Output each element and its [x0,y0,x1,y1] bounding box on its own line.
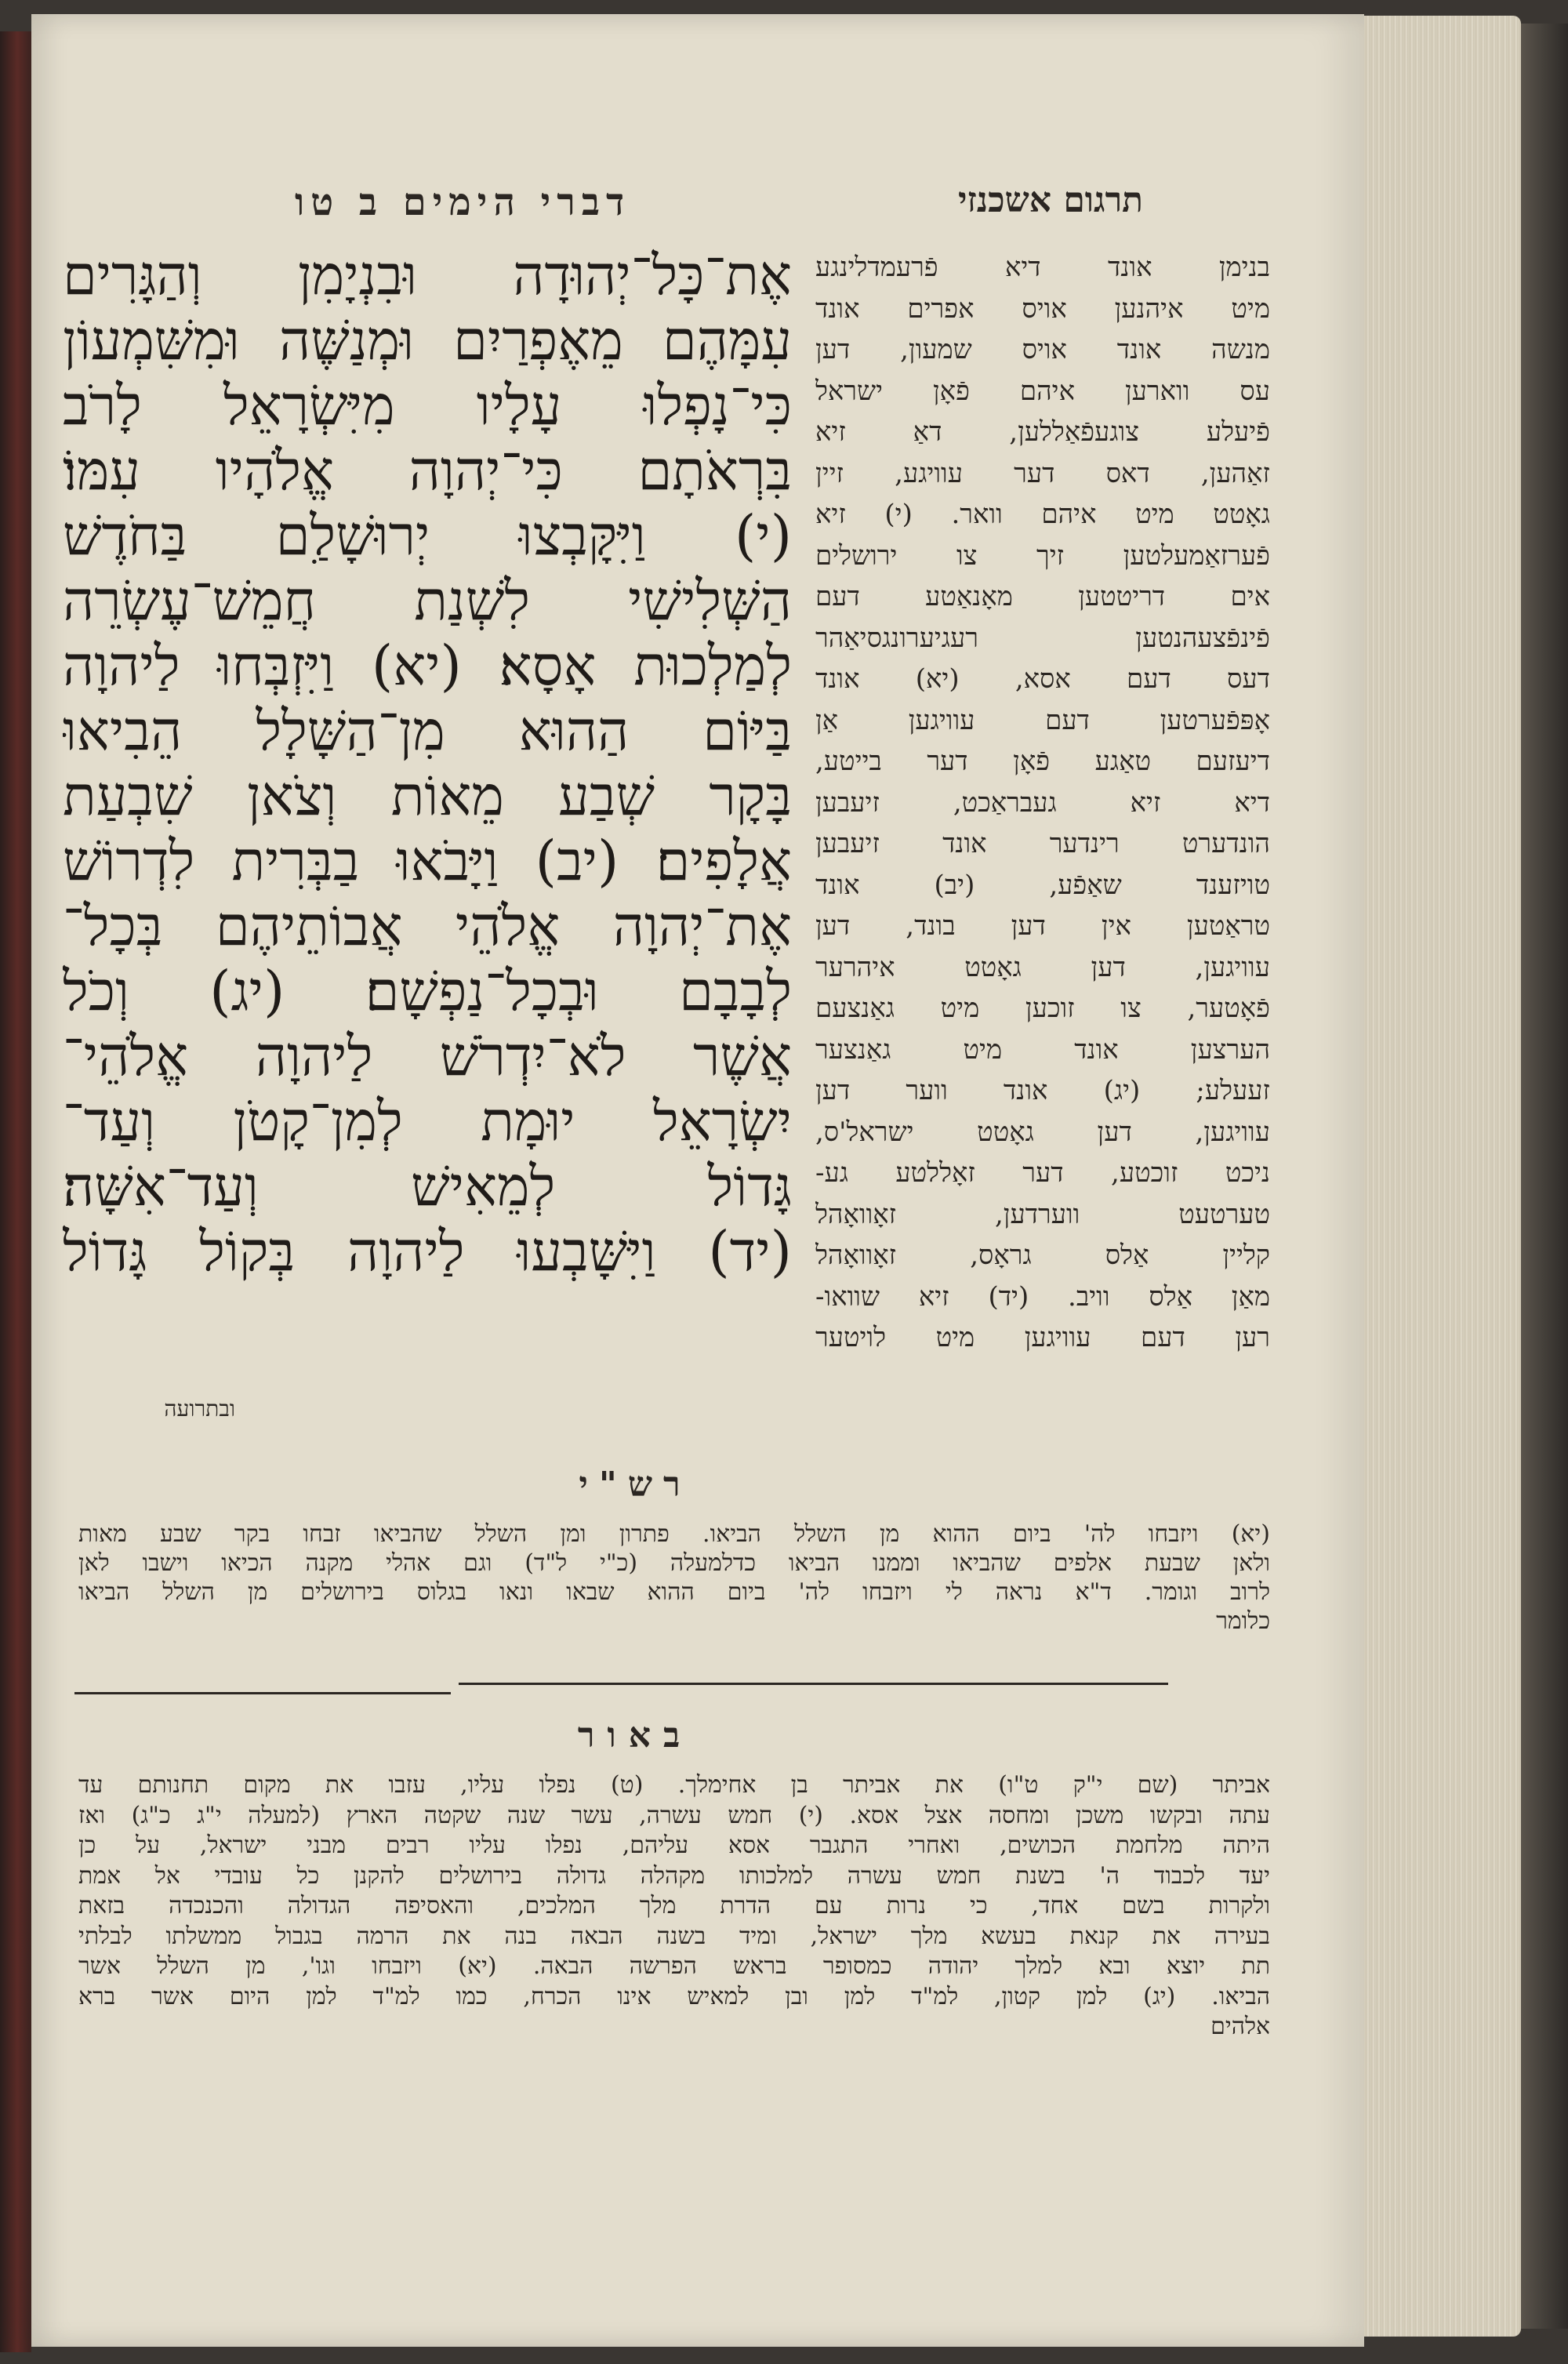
translation-line: בנימן אונד דיא פֿרעמדלינגע [815,252,1270,283]
translation-line: רען דעם עוויגען מיט לויטער [815,1322,1270,1353]
rashi-line: לרוב וגומר. ד"א נראה לי ויזבחו לה' ביום ההוא שבאו ונאו בגלוס בירושלים מן השלל הביאו [78,1578,1270,1606]
main-text-line: גָּדוֹל לְמֵאִישׁ וְעַד־אִשָּׁה׃ [63,1154,792,1218]
beur-line: היתה מלחמת הכושים, ואחרי התגבר אסא עליהם, נפלו עליו רבים מבני ישראל, על כן [78,1832,1270,1859]
yiddish-translation-column [815,247,1270,1359]
translation-line: ניכט זוכטע, דער זאָללטע גע- [815,1157,1270,1189]
translation-line: קליין אַלס גראָס, זאָוואָהל [815,1240,1270,1271]
running-header-translation-title: תרגום אשכנזי [957,180,1144,220]
translation-line: פֿערזאַמעלטען זיך צו ירושלים [815,539,1270,572]
main-text-line: כִּי־נָפְלוּ עָלָיו מִיִּשְׂרָאֵל לָרֹב [63,373,792,438]
translation-line: זאַהען, דאס דער עוויגע, זיין [815,457,1270,489]
main-text-line: (יד) וַיִּשָּׁבְעוּ לַיהוָה בְּקוֹל גָּדוֹל [63,1219,792,1284]
rashi-commentary [78,1520,1270,1636]
translation-line: גאָטט מיט איהם וואר. (י) זיא [815,499,1270,530]
beur-heading: באור [577,1716,693,1756]
rashi-line: (יא) ויזבחו לה' ביום ההוא מן השלל הביאו. פתרון ומן השלל שהביאו זבחו בקר שבע מאות [78,1520,1270,1548]
beur-line: אביתר (שם י"ק ט"ו) את אביתר בן אחימלך. (ט) נפלו עליו, עזבו את מקום תחנותם עד [78,1771,1270,1799]
translation-line: הערצען אונד מיט גאַנצער [815,1033,1270,1066]
translation-line: דיעזעם טאַגע פֿאָן דער בייטע, [815,746,1270,777]
rashi-line: כלומר [1216,1607,1270,1635]
translation-line: עס ווארען איהם פֿאָן ישראל [815,375,1270,407]
beur-line: בעירה את קנאת בעשא מלך ישראל, ומיד בשנה הבאה בנה את הרמה בגבול ממשלתו לבלתי [78,1922,1270,1950]
translation-line: מיט איהנען אויס אפרים אונד [815,292,1270,325]
translation-line: פֿינפֿצעהנטען רעגיערונגסיאַהר [815,622,1270,654]
translation-line: אָפּפֿערטען דעם עוויגען אַן [815,704,1270,736]
translation-line: אים דריטטען מאָנאַטע דעם [815,581,1270,612]
main-text-line: לְמַלְכוּת אָסָא׃ (יא) וַיִּזְבְּחוּ לַיהוָה [63,634,792,698]
translation-line: מנשה אונד אויס שמעון, דען [815,334,1270,365]
beur-commentary [78,1770,1270,2043]
main-text-line: יִשְׂרָאֵל יוּמָת לְמִן־קָטֹן וְעַד־ [63,1089,792,1153]
main-text-line: בִּרְאֹתָם כִּי־יְהוָה אֱלֹהָיו עִמּוֹ׃ [63,438,792,503]
translation-line: עוויגען, דען גאָטט ישראל'ס, [815,1116,1270,1148]
beur-line: הביאו. (יג) למן קטון, למ"ד למן ובן למאיש אינו הכרח, כמו למ"ד למן היום אשר ברא [78,1982,1270,2010]
beur-line: עתה ובקשו משכן ומחסה אצל אסא. (י) חמש עשרה, עשר שנה שקטה הארץ (למעלה י"ג כ"ג) ואז [78,1801,1270,1829]
translation-line: פֿאָטער, צו זוכען מיט גאַנצעם [815,993,1270,1024]
translation-line: מאַן אַלס וויב. (יד) זיא שוואו- [815,1280,1270,1313]
main-text-line: אֲשֶׁר לֹא־יִדְרֹשׁ לַיהוָה אֱלֹהֵי־ [63,1024,792,1088]
translation-line: טויזענד שאַפֿע, (יב) אונד [815,869,1270,901]
main-text-line: אֶת־יְהוָה אֱלֹהֵי אֲבוֹתֵיהֶם בְּכָל־ [63,894,792,958]
book-spine-shadow [1521,24,1568,2329]
translation-line: הונדערט רינדער אונד זיעבען [815,828,1270,859]
beur-line: ולקרות בשם אחד, כי נרות עם הדרת מלך המלכים, והאסיפה הגדולה והכנכדה בזאת [78,1892,1270,1919]
translation-line: טראַטען אין דען בונד, דען [815,910,1270,942]
translation-line: דעס דעם אסא, (יא) אונד [815,663,1270,695]
book-cover-edge [0,31,31,2352]
main-hebrew-text [63,243,792,1284]
main-text-line: בָּקָר שְׁבַע מֵאוֹת וְצֹאן שִׁבְעַת [63,764,792,828]
beur-line: יעד לכבוד ה' בשנת חמש עשרה למלכותו מקהלה גדולה בירושלים להקנן כל עובדי אל אמת [78,1861,1270,1890]
main-text-line: (י) וַיִּקָּבְצוּ יְרוּשָׁלַ͏ִם בַּחֹדֶשׁ [63,503,792,568]
main-text-line: עִמָּהֶם מֵאֶפְרַיִם וּמְנַשֶּׁה וּמִשִּׁמְעוֹן [63,308,792,372]
page-block-edges [1364,16,1521,2337]
main-text-line: בַּיּוֹם הַהוּא מִן־הַשָּׁלָל הֵבִיאוּ [63,699,792,763]
translation-line: דיא זיא געבראַכט, זיעבען [815,786,1270,819]
divider-rule [459,1683,1168,1685]
main-text-line: לְבָבָם וּבְכָל־נַפְשָׁם׃ (יג) וְכֹל [63,959,792,1023]
translation-line: טערטעט ווערדען, זאָוואָהל [815,1198,1270,1230]
main-text-line: הַשְּׁלִישִׁי לִשְׁנַת חֲמֵשׁ־עֶשְׂרֵה [63,568,792,633]
running-header-book-title: דברי הימים ב טו [294,180,631,224]
catchword: ובתרועה [164,1396,235,1422]
beur-line: אלהים [1210,2013,1270,2040]
translation-line: עוויגען, דען גאָטט איהרער [815,951,1270,983]
translation-line: פֿיעלע צוגעפֿאַללען, דאַ זיא [815,416,1270,448]
beur-line: תת יוצא ובא למלך יהודה כמסופר בראש הפרשה הבאה. (יא) ויזבחו וגו', מן השלל אשר [78,1952,1270,1980]
translation-line: זעעלע; (יג) אונד ווער דען [815,1075,1270,1106]
divider-rule [74,1692,451,1694]
rashi-heading: רש"י [579,1465,691,1505]
rashi-line: ולאן שבעת אלפים שהביאו וממנו הביאו כדלמעלה (כ"י ל"ד) וגם אהלי מקנה הכיאו וישבו לאן [78,1549,1270,1577]
main-text-line: אֲלָפִים׃ (יב) וַיָּבֹאוּ בַבְּרִית לִדְרוֹשׁ [63,829,792,893]
main-text-line: אֶת־כָּל־יְהוּדָה וּבִנְיָמִן וְהַגָּרִים [63,243,792,307]
